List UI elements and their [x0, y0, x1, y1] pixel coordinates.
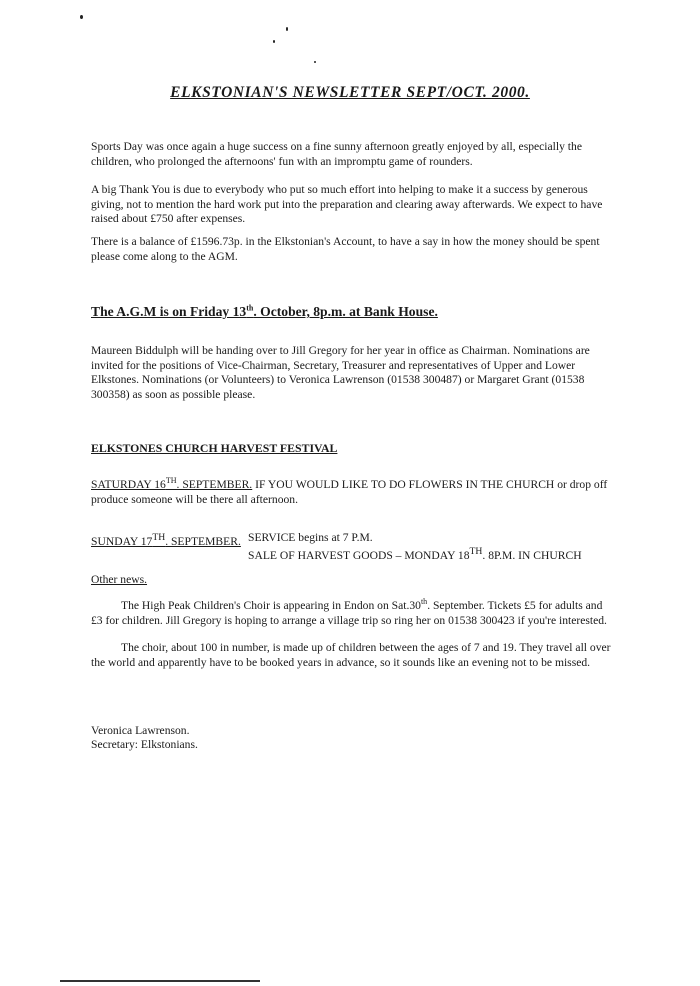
sale-rest: . 8P.M. IN CHURCH: [482, 548, 582, 562]
other-news-choir-details: The choir, about 100 in number, is made up of children between the ages of 7 and 19. They travel all over the world and apparently have to be booked years in advance, so it sounds like an evening not to be missed.: [91, 641, 611, 669]
scan-speck: [286, 27, 288, 31]
other-news-choir: [91, 599, 611, 628]
choir-sup: th: [420, 597, 428, 607]
saturday-date: [91, 478, 252, 491]
agm-heading: [91, 304, 438, 320]
harvest-sale: [248, 545, 582, 563]
intro-paragraph-thank-you: A big Thank You is due to everybody who put so much effort into helping to make it a success by generous giving, not to mention the hard work put into the preparation and clearing away afterwards. We expect to have raised about £750 after expenses.: [91, 183, 603, 225]
agm-heading-sup: th: [246, 303, 254, 313]
saturday-date-rest: . SEPTEMBER.: [176, 478, 253, 491]
agm-heading-rest: . October, 8p.m. at Bank House.: [253, 304, 438, 319]
scan-speck: [80, 15, 83, 19]
saturday-date-sup: TH: [165, 476, 177, 486]
choir-rest: . September. Tickets £5 for adults and £3 for children. Jill Gregory is hoping to arrange a village trip so ring her on 01538 300423 if you're interested.: [91, 599, 607, 627]
sale-text: SALE OF HARVEST GOODS – MONDAY 18: [248, 548, 470, 562]
other-news-heading: Other news.: [91, 573, 148, 586]
scan-edge-mark: [60, 980, 260, 982]
harvest-saturday: [91, 478, 611, 507]
sunday-date-sup: TH: [152, 532, 166, 543]
scan-speck: [314, 61, 316, 63]
scan-speck: [273, 40, 275, 43]
harvest-sunday: [91, 531, 241, 549]
harvest-heading: ELKSTONES CHURCH HARVEST FESTIVAL: [91, 441, 338, 455]
intro-paragraph-sports-day: Sports Day was once again a huge success on a fine sunny afternoon greatly enjoyed by all, especially the children, who prolonged the afternoons' fun with an impromptu game of rounders.: [91, 140, 582, 168]
agm-paragraph: Maureen Biddulph will be handing over to Jill Gregory for her year in office as Chairman. Nominations are invited for the positions of Vice-Chairman, Secretary, Treasurer and representatives of Upper and Lower Elkstones. Nominations (or Volunteers) to Veronica Lawrenson (01538 300487) or Margaret Grant (01538 300358) as soon as possible please.: [91, 344, 590, 401]
sunday-date-text: SUNDAY 17: [91, 534, 153, 548]
signature-name: Veronica Lawrenson.: [91, 724, 190, 737]
choir-text: The High Peak Children's Choir is appearing in Endon on Sat.30: [121, 599, 421, 612]
sunday-service: SERVICE begins at 7 P.M.: [248, 531, 373, 544]
agm-heading-text: The A.G.M is on Friday 13: [91, 304, 247, 319]
sunday-date-rest: . SEPTEMBER.: [165, 534, 241, 548]
newsletter-title: ELKSTONIAN'S NEWSLETTER SEPT/OCT. 2000.: [170, 84, 530, 101]
sunday-date: [91, 532, 241, 548]
saturday-text: IF YOU WOULD LIKE TO DO FLOWERS IN THE CHURCH or drop off produce someone will be there all afternoon.: [91, 478, 608, 506]
saturday-date-text: SATURDAY 16: [91, 478, 166, 491]
signature-role: Secretary: Elkstonians.: [91, 738, 198, 751]
sale-sup: TH: [469, 546, 483, 557]
intro-paragraph-balance: There is a balance of £1596.73p. in the Elkstonian's Account, to have a say in how the money should be spent please come along to the AGM.: [91, 235, 600, 263]
